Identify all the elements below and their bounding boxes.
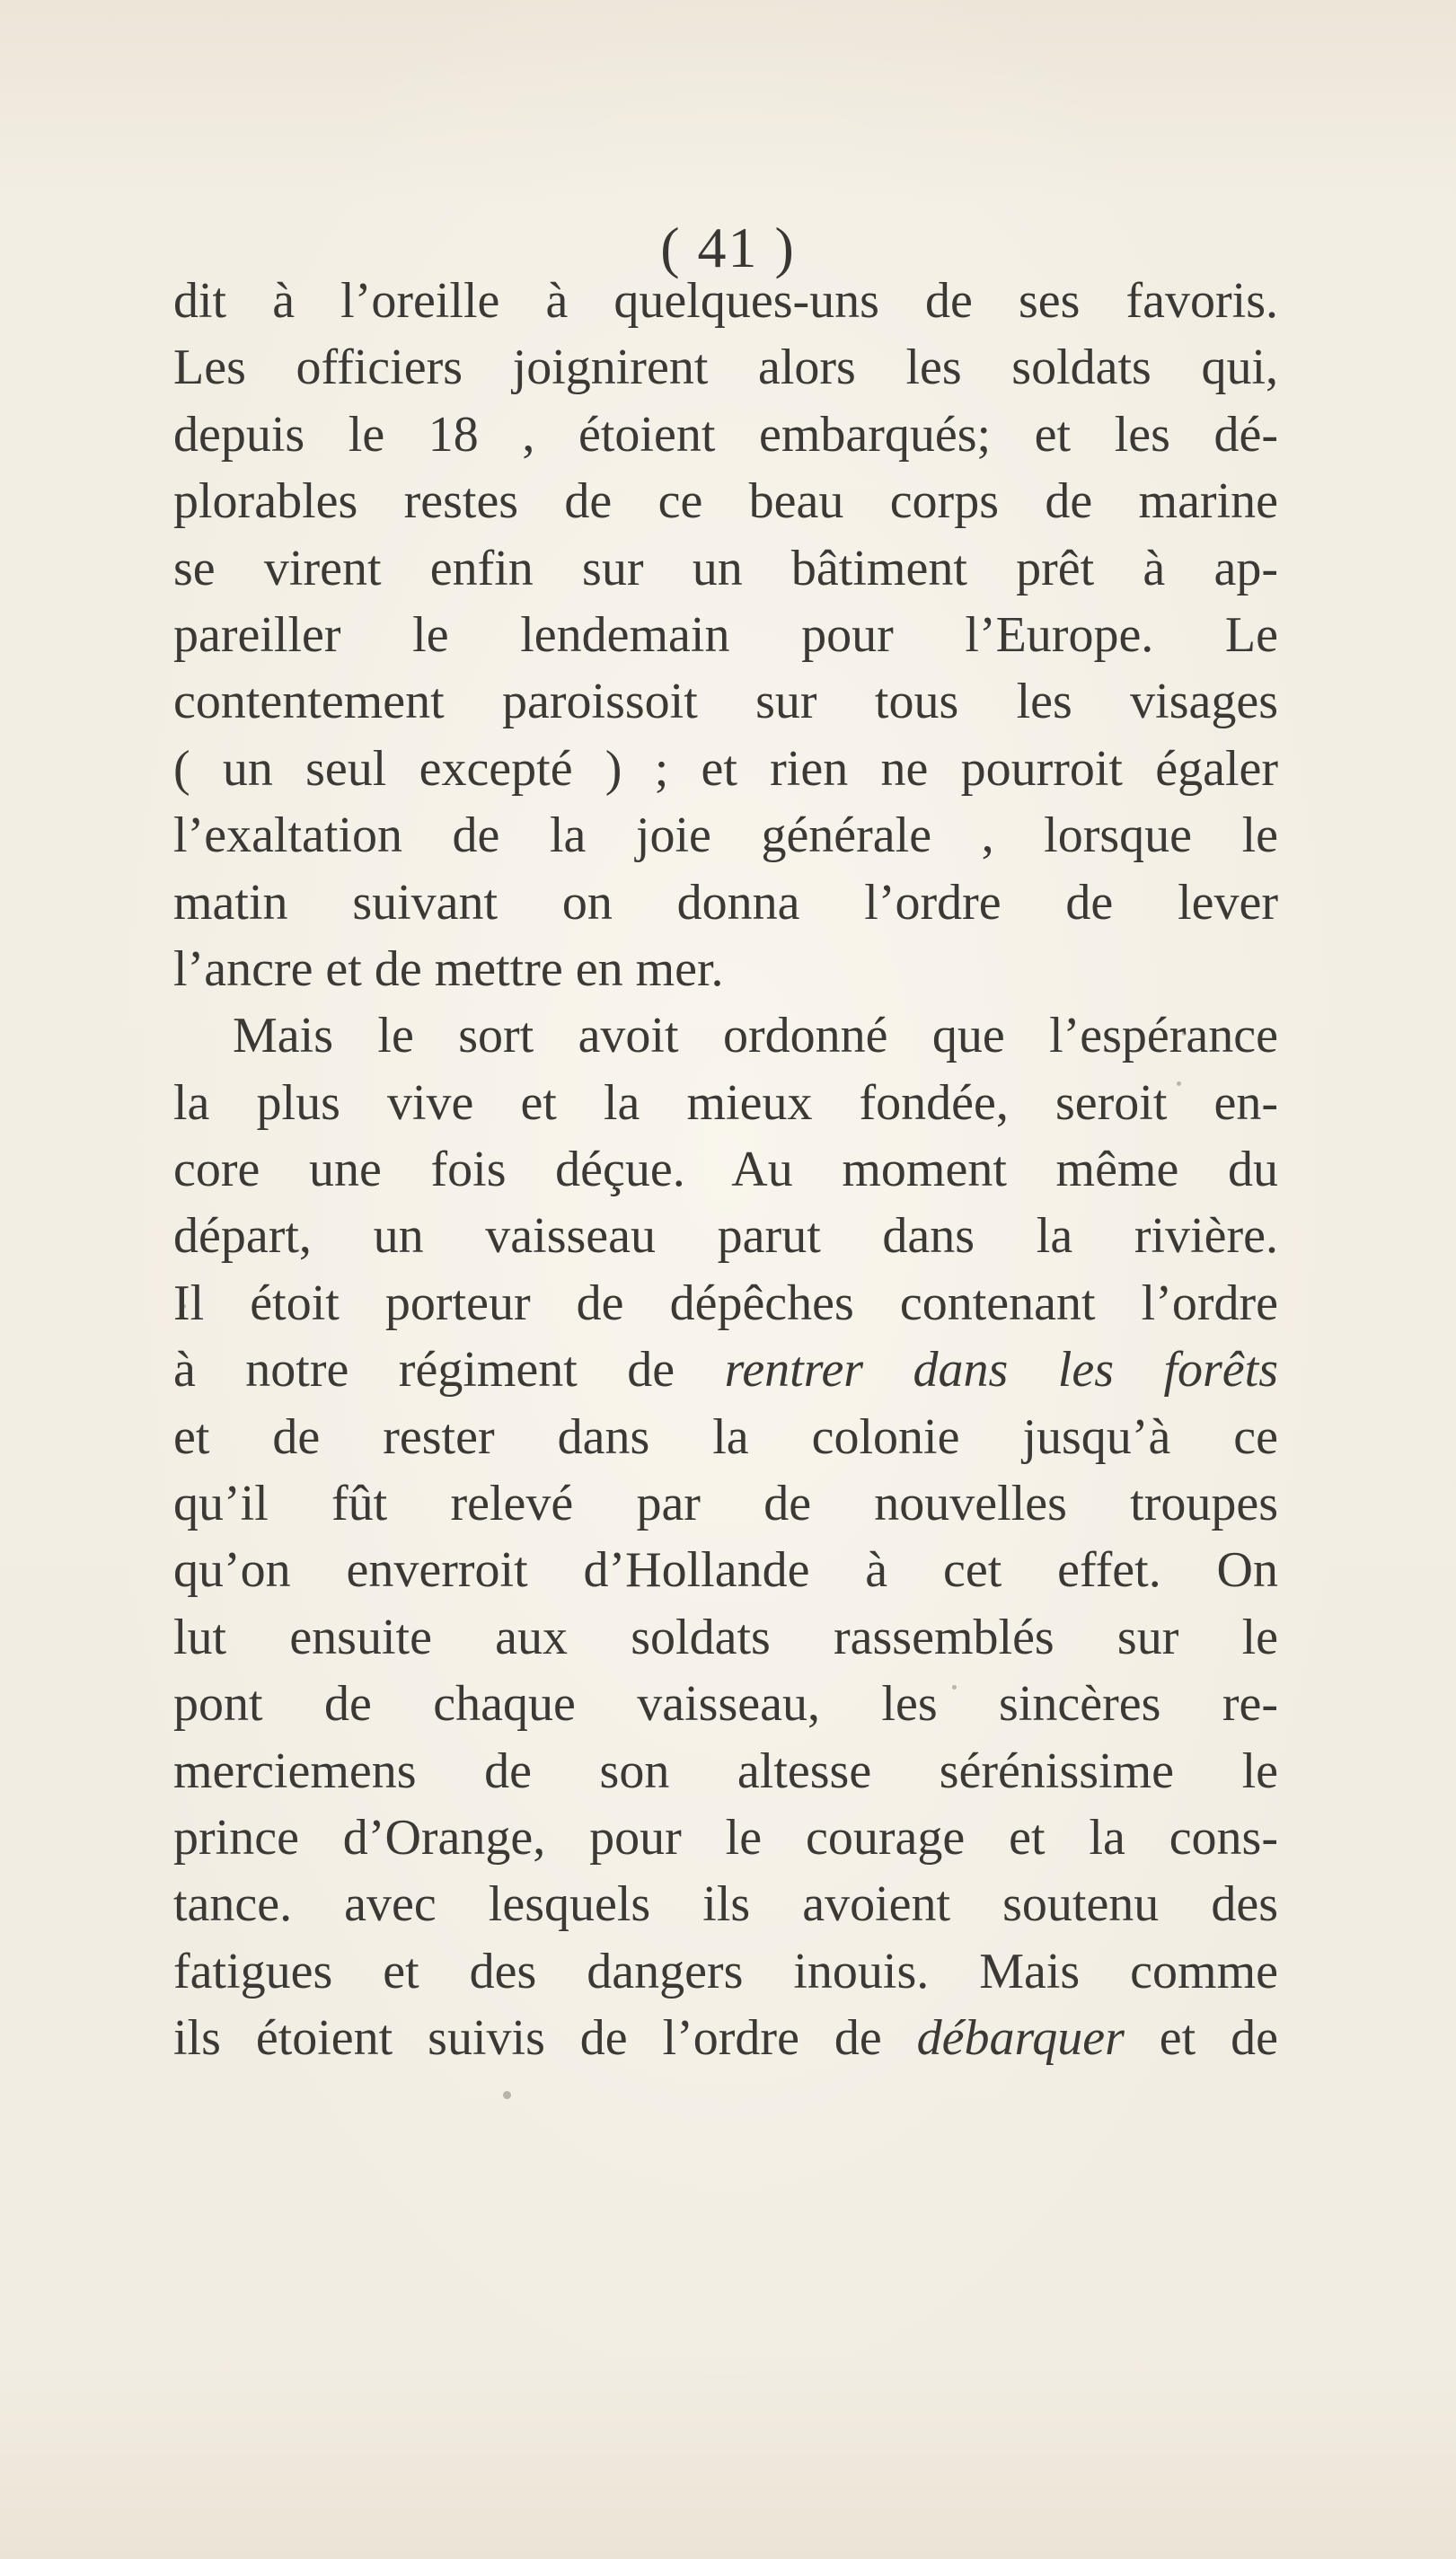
text-line: départ, un vaisseau parut dans la rivière.	[173, 1208, 1278, 1265]
text-line: core une fois déçue. Au moment même du	[173, 1142, 1278, 1198]
text-line: Il étoit porteur de dépêches contenant l’ordre	[173, 1275, 1278, 1331]
body-text	[173, 268, 1278, 2072]
text-line: la plus vive et la mieux fondée, seroit en-	[173, 1074, 1278, 1131]
italic-emphasis: rentrer dans les forêts	[724, 1342, 1278, 1399]
paper-speck	[952, 1685, 957, 1690]
text-line: prince d’Orange, pour le courage et la cons-	[173, 1809, 1278, 1866]
text-line: tance. avec lesquels ils avoient soutenu des	[173, 1876, 1278, 1933]
text-line: contentement paroissoit sur tous les visages	[173, 674, 1278, 730]
paper-speck	[1182, 1031, 1187, 1036]
text-line: et de rester dans la colonie jusqu’à ce	[173, 1408, 1278, 1465]
text-line: pont de chaque vaisseau, les sincères re-	[173, 1676, 1278, 1733]
text-line: dit à l’oreille à quelques-uns de ses favoris.	[173, 273, 1278, 329]
text-line: Les officiers joignirent alors les soldats qui,	[173, 340, 1278, 396]
text-line: ( un seul excepté ) ; et rien ne pourroit égaler	[173, 740, 1278, 797]
text-line: depuis le 18 , étoient embarqués; et les dé-	[173, 406, 1278, 463]
text-line: ils étoient suivis de l’ordre de débarquer et de	[173, 2010, 1278, 2067]
paragraph-end-line: l’ancre et de mettre en mer.	[173, 940, 724, 997]
paper-speck	[181, 1304, 186, 1309]
paragraph-start-line: Mais le sort avoit ordonné que l’espérance	[233, 1008, 1278, 1064]
page-number: ( 41 )	[660, 216, 796, 279]
text-line: plorables restes de ce beau corps de marine	[173, 473, 1278, 530]
text-line: qu’il fût relevé par de nouvelles troupes	[173, 1476, 1278, 1532]
text-line: lut ensuite aux soldats rassemblés sur le	[173, 1609, 1278, 1665]
text-line: l’exaltation de la joie générale , lorsque le	[173, 807, 1278, 864]
text-line: fatigues et des dangers inouis. Mais comme	[173, 1943, 1278, 1999]
text-line: se virent enfin sur un bâtiment prêt à ap-	[173, 540, 1278, 596]
paper-speck	[503, 2091, 511, 2099]
text-line: pareiller le lendemain pour l’Europe. Le	[173, 606, 1278, 663]
text-line: qu’on enverroit d’Hollande à cet effet. On	[173, 1542, 1278, 1599]
text-line: merciemens de son altesse sérénissime le	[173, 1743, 1278, 1799]
italic-emphasis: débarquer	[916, 2010, 1125, 2067]
paper-speck	[1177, 1081, 1181, 1086]
text-line: matin suivant on donna l’ordre de lever	[173, 874, 1278, 931]
text-line: à notre régiment de rentrer dans les forêts	[173, 1342, 1278, 1399]
